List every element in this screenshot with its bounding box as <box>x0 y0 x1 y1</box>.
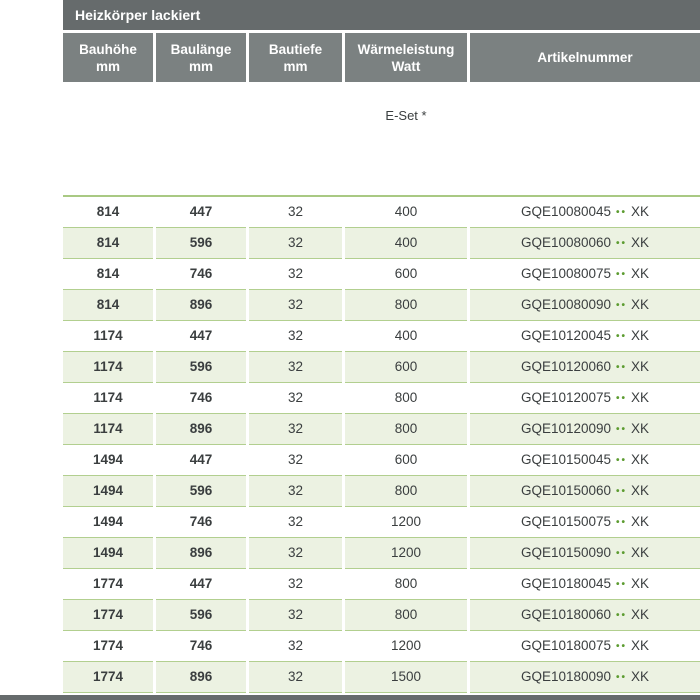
artikel-prefix: GQE10120090 <box>520 421 612 436</box>
artikel-suffix: XK <box>631 204 650 219</box>
artikel-dots-icon: •• <box>616 517 628 528</box>
artikel-prefix: GQE10180090 <box>520 669 612 684</box>
artikel-suffix: XK <box>631 421 650 436</box>
artikel-suffix: XK <box>631 359 650 374</box>
cell-waermeleistung: 400 <box>345 228 467 259</box>
cell-waermeleistung: 600 <box>345 259 467 290</box>
artikel-suffix: XK <box>631 483 650 498</box>
cell-bauhoehe: 814 <box>63 259 153 290</box>
artikel-prefix: GQE10180045 <box>520 576 612 591</box>
cell-bauhoehe: 814 <box>63 228 153 259</box>
cell-artikelnummer <box>470 600 700 631</box>
cell-bauhoehe: 1174 <box>63 352 153 383</box>
cell-baulaenge: 896 <box>156 662 246 693</box>
column-label: Bautiefe <box>268 41 323 57</box>
cell-artikelnummer <box>470 662 700 693</box>
artikel-suffix: XK <box>631 452 650 467</box>
cell-artikelnummer <box>470 197 700 228</box>
artikel-suffix: XK <box>631 297 650 312</box>
artikel-dots-icon: •• <box>616 548 628 559</box>
table-row <box>63 476 700 507</box>
artikel-dots-icon: •• <box>616 424 628 435</box>
cell-bautiefe: 32 <box>249 569 342 600</box>
cell-baulaenge: 596 <box>156 352 246 383</box>
cell-bautiefe: 32 <box>249 228 342 259</box>
column-header-baulaenge <box>156 33 246 82</box>
cell-bauhoehe: 1494 <box>63 445 153 476</box>
subheader-spacer <box>156 82 246 195</box>
cell-artikelnummer <box>470 321 700 352</box>
cell-baulaenge: 896 <box>156 414 246 445</box>
artikel-dots-icon: •• <box>616 610 628 621</box>
artikel-suffix: XK <box>631 638 650 653</box>
cell-artikelnummer <box>470 414 700 445</box>
cell-waermeleistung: 400 <box>345 321 467 352</box>
cell-baulaenge: 746 <box>156 383 246 414</box>
subheader-spacer <box>249 82 342 195</box>
subheader-row <box>63 82 700 195</box>
cell-baulaenge: 447 <box>156 445 246 476</box>
artikel-dots-icon: •• <box>616 393 628 404</box>
cell-artikelnummer <box>470 352 700 383</box>
table-title: Heizkörper lackiert <box>63 0 700 30</box>
cell-bautiefe: 32 <box>249 321 342 352</box>
cell-bauhoehe: 1774 <box>63 600 153 631</box>
table-row <box>63 290 700 321</box>
artikel-prefix: GQE10150060 <box>520 483 612 498</box>
cell-bautiefe: 32 <box>249 631 342 662</box>
artikel-dots-icon: •• <box>616 362 628 373</box>
cell-waermeleistung: 1200 <box>345 538 467 569</box>
cell-waermeleistung: 800 <box>345 290 467 321</box>
column-header-bautiefe <box>249 33 342 82</box>
cell-baulaenge: 746 <box>156 507 246 538</box>
cell-baulaenge: 447 <box>156 197 246 228</box>
cell-waermeleistung: 800 <box>345 569 467 600</box>
cell-artikelnummer <box>470 538 700 569</box>
artikel-dots-icon: •• <box>616 331 628 342</box>
column-unit: mm <box>188 58 213 74</box>
artikel-suffix: XK <box>631 669 650 684</box>
table-row <box>63 445 700 476</box>
cell-waermeleistung: 800 <box>345 414 467 445</box>
table-row <box>63 662 700 693</box>
cell-bauhoehe: 814 <box>63 197 153 228</box>
cell-bauhoehe: 1494 <box>63 538 153 569</box>
cell-baulaenge: 447 <box>156 569 246 600</box>
artikel-prefix: GQE10150075 <box>520 514 612 529</box>
cell-bauhoehe: 1774 <box>63 569 153 600</box>
table-row <box>63 600 700 631</box>
cell-artikelnummer <box>470 507 700 538</box>
table-row <box>63 569 700 600</box>
artikel-prefix: GQE10080090 <box>520 297 612 312</box>
eset-label: E-Set * <box>385 108 427 123</box>
table-row <box>63 197 700 228</box>
cell-artikelnummer <box>470 445 700 476</box>
artikel-prefix: GQE10120045 <box>520 328 612 343</box>
column-header-bauhoehe <box>63 33 153 82</box>
artikel-prefix: GQE10080045 <box>520 204 612 219</box>
cell-artikelnummer <box>470 290 700 321</box>
table-header-row <box>63 33 700 82</box>
table-row <box>63 538 700 569</box>
cell-waermeleistung: 800 <box>345 600 467 631</box>
column-unit: Watt <box>391 58 421 74</box>
artikel-prefix: GQE10180075 <box>520 638 612 653</box>
cell-bauhoehe: 1774 <box>63 662 153 693</box>
cell-bautiefe: 32 <box>249 259 342 290</box>
cell-waermeleistung: 600 <box>345 445 467 476</box>
table-row <box>63 352 700 383</box>
cell-bautiefe: 32 <box>249 383 342 414</box>
cell-baulaenge: 746 <box>156 259 246 290</box>
cell-bauhoehe: 1174 <box>63 383 153 414</box>
cell-artikelnummer <box>470 228 700 259</box>
cell-bauhoehe: 1494 <box>63 507 153 538</box>
artikel-prefix: GQE10180060 <box>520 607 612 622</box>
cell-waermeleistung: 400 <box>345 197 467 228</box>
artikel-prefix: GQE10080060 <box>520 235 612 250</box>
table-row <box>63 414 700 445</box>
cell-baulaenge: 896 <box>156 538 246 569</box>
table-body <box>63 197 700 693</box>
column-label: Artikelnummer <box>537 50 633 65</box>
artikel-dots-icon: •• <box>616 579 628 590</box>
cell-bautiefe: 32 <box>249 290 342 321</box>
cell-artikelnummer <box>470 631 700 662</box>
artikel-suffix: XK <box>631 266 650 281</box>
footer-bar <box>0 695 700 700</box>
column-label: Wärmeleistung <box>357 41 455 57</box>
artikel-dots-icon: •• <box>616 641 628 652</box>
cell-bauhoehe: 814 <box>63 290 153 321</box>
spec-table <box>63 0 700 693</box>
column-header-waermeleistung <box>345 33 467 82</box>
artikel-prefix: GQE10150045 <box>520 452 612 467</box>
artikel-dots-icon: •• <box>616 300 628 311</box>
cell-baulaenge: 447 <box>156 321 246 352</box>
artikel-dots-icon: •• <box>616 672 628 683</box>
cell-bauhoehe: 1174 <box>63 414 153 445</box>
artikel-prefix: GQE10150090 <box>520 545 612 560</box>
cell-waermeleistung: 800 <box>345 383 467 414</box>
cell-bautiefe: 32 <box>249 352 342 383</box>
cell-bautiefe: 32 <box>249 600 342 631</box>
cell-waermeleistung: 1200 <box>345 507 467 538</box>
table-row <box>63 228 700 259</box>
cell-bautiefe: 32 <box>249 445 342 476</box>
subheader-spacer <box>470 82 700 195</box>
artikel-suffix: XK <box>631 514 650 529</box>
table-row <box>63 383 700 414</box>
column-label: Bauhöhe <box>79 41 137 57</box>
column-header-artikelnummer <box>470 33 700 82</box>
cell-artikelnummer <box>470 569 700 600</box>
table-row <box>63 507 700 538</box>
cell-bauhoehe: 1494 <box>63 476 153 507</box>
table-row <box>63 259 700 290</box>
cell-waermeleistung: 800 <box>345 476 467 507</box>
cell-bautiefe: 32 <box>249 476 342 507</box>
column-unit: mm <box>283 58 308 74</box>
cell-baulaenge: 596 <box>156 476 246 507</box>
cell-artikelnummer <box>470 383 700 414</box>
artikel-prefix: GQE10120075 <box>520 390 612 405</box>
cell-baulaenge: 896 <box>156 290 246 321</box>
cell-baulaenge: 596 <box>156 600 246 631</box>
cell-waermeleistung: 1200 <box>345 631 467 662</box>
column-unit: mm <box>95 58 120 74</box>
table-row <box>63 321 700 352</box>
artikel-dots-icon: •• <box>616 269 628 280</box>
artikel-suffix: XK <box>631 576 650 591</box>
artikel-suffix: XK <box>631 545 650 560</box>
cell-waermeleistung: 600 <box>345 352 467 383</box>
cell-bauhoehe: 1774 <box>63 631 153 662</box>
cell-artikelnummer <box>470 259 700 290</box>
cell-baulaenge: 746 <box>156 631 246 662</box>
artikel-suffix: XK <box>631 235 650 250</box>
subheader-spacer <box>63 82 153 195</box>
cell-bauhoehe: 1174 <box>63 321 153 352</box>
cell-bautiefe: 32 <box>249 414 342 445</box>
artikel-suffix: XK <box>631 328 650 343</box>
artikel-dots-icon: •• <box>616 238 628 249</box>
table-row <box>63 631 700 662</box>
artikel-prefix: GQE10120060 <box>520 359 612 374</box>
cell-baulaenge: 596 <box>156 228 246 259</box>
cell-bautiefe: 32 <box>249 507 342 538</box>
cell-bautiefe: 32 <box>249 197 342 228</box>
artikel-dots-icon: •• <box>616 455 628 466</box>
cell-artikelnummer <box>470 476 700 507</box>
cell-waermeleistung: 1500 <box>345 662 467 693</box>
artikel-suffix: XK <box>631 607 650 622</box>
cell-bautiefe: 32 <box>249 662 342 693</box>
artikel-suffix: XK <box>631 390 650 405</box>
artikel-prefix: GQE10080075 <box>520 266 612 281</box>
artikel-dots-icon: •• <box>616 486 628 497</box>
artikel-dots-icon: •• <box>616 207 628 218</box>
cell-bautiefe: 32 <box>249 538 342 569</box>
column-label: Baulänge <box>170 41 232 57</box>
